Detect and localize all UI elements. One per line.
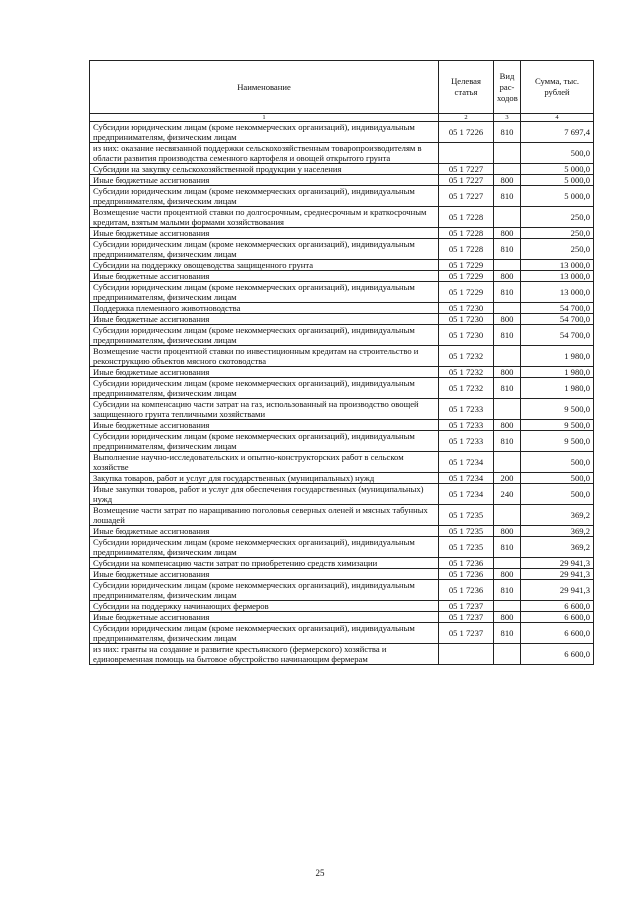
row-code-cell [439,143,494,164]
row-sum-cell: 9 500,0 [521,431,594,452]
row-sum-cell: 29 941,3 [521,569,594,580]
row-code-cell: 05 1 7227 [439,186,494,207]
table-row [90,239,594,260]
row-name-cell: Субсидии на компенсацию части затрат на газ, использованный на производство овощей защищенного грунта тепличными хозяйствами [90,399,439,420]
row-code-cell: 05 1 7232 [439,367,494,378]
row-code-cell: 05 1 7228 [439,228,494,239]
row-sum-cell: 54 700,0 [521,325,594,346]
row-code-cell: 05 1 7229 [439,260,494,271]
table-row [90,420,594,431]
table-row [90,260,594,271]
column-number: 4 [521,114,594,122]
row-vid-cell [494,644,521,665]
row-name-cell: Иные бюджетные ассигнования [90,612,439,623]
row-name-cell: Закупка товаров, работ и услуг для государственных (муниципальных) нужд [90,473,439,484]
row-name-cell: Иные бюджетные ассигнования [90,314,439,325]
table-row [90,122,594,143]
table-row [90,558,594,569]
row-vid-cell: 800 [494,271,521,282]
row-name-cell: Возмещение части процентной ставки по долгосрочным, среднесрочным и краткосрочным кредитам, взятым малыми формами хозяйствования [90,207,439,228]
row-code-cell: 05 1 7233 [439,431,494,452]
row-vid-cell: 810 [494,239,521,260]
row-vid-cell [494,164,521,175]
row-name-cell: Субсидии юридическим лицам (кроме некоммерческих организаций), индивидуальным предпринимателям, физическим лицам [90,623,439,644]
row-name-cell: Иные бюджетные ассигнования [90,569,439,580]
row-sum-cell: 369,2 [521,526,594,537]
row-sum-cell: 9 500,0 [521,399,594,420]
row-sum-cell: 369,2 [521,505,594,526]
table-row [90,314,594,325]
row-code-cell: 05 1 7236 [439,580,494,601]
row-name-cell: Возмещение части затрат по наращиванию поголовья северных оленей и мясных табунных лошадей [90,505,439,526]
row-sum-cell: 6 600,0 [521,623,594,644]
row-sum-cell: 1 980,0 [521,346,594,367]
table-row [90,271,594,282]
row-sum-cell: 29 941,3 [521,580,594,601]
row-vid-cell: 800 [494,314,521,325]
row-name-cell: из них: гранты на создание и развитие крестьянского (фермерского) хозяйства и единовременная помощь на бытовое обустройство начинающим фермерам [90,644,439,665]
table-row [90,580,594,601]
table-row [90,569,594,580]
row-sum-cell: 13 000,0 [521,260,594,271]
row-sum-cell: 6 600,0 [521,601,594,612]
row-vid-cell: 810 [494,282,521,303]
row-sum-cell: 1 980,0 [521,378,594,399]
row-vid-cell [494,505,521,526]
row-name-cell: из них: оказание несвязанной поддержки сельскохозяйственным товаропроизводителям в области развития производства семенного картофеля и овощей открытого грунта [90,143,439,164]
row-vid-cell: 800 [494,175,521,186]
row-vid-cell [494,399,521,420]
row-name-cell: Иные бюджетные ассигнования [90,228,439,239]
row-vid-cell [494,558,521,569]
table-row [90,282,594,303]
row-vid-cell: 810 [494,325,521,346]
table-body [90,122,594,665]
row-code-cell: 05 1 7234 [439,484,494,505]
header-row [90,61,594,114]
row-name-cell: Иные бюджетные ассигнования [90,420,439,431]
table-row [90,207,594,228]
table-row [90,186,594,207]
row-code-cell: 05 1 7230 [439,314,494,325]
table-row [90,164,594,175]
row-name-cell: Иные бюджетные ассигнования [90,526,439,537]
row-sum-cell: 13 000,0 [521,282,594,303]
table-row [90,644,594,665]
table-row [90,367,594,378]
table-row [90,431,594,452]
row-sum-cell: 5 000,0 [521,164,594,175]
row-code-cell: 05 1 7237 [439,612,494,623]
row-code-cell: 05 1 7235 [439,526,494,537]
row-vid-cell: 810 [494,186,521,207]
row-vid-cell: 200 [494,473,521,484]
row-name-cell: Субсидии на поддержку начинающих фермеров [90,601,439,612]
row-sum-cell: 1 980,0 [521,367,594,378]
row-code-cell: 05 1 7232 [439,378,494,399]
row-vid-cell [494,303,521,314]
table-row [90,228,594,239]
row-name-cell: Субсидии юридическим лицам (кроме некоммерческих организаций), индивидуальным предпринимателям, физическим лицам [90,537,439,558]
row-name-cell: Возмещение части процентной ставки по инвестиционным кредитам на строительство и реконструкцию объектов мясного скотоводства [90,346,439,367]
row-name-cell: Субсидии юридическим лицам (кроме некоммерческих организаций), индивидуальным предпринимателям, физическим лицам [90,378,439,399]
row-sum-cell: 13 000,0 [521,271,594,282]
row-code-cell: 05 1 7237 [439,623,494,644]
row-name-cell: Субсидии юридическим лицам (кроме некоммерческих организаций), индивидуальным предпринимателям, физическим лицам [90,282,439,303]
row-sum-cell: 9 500,0 [521,420,594,431]
row-sum-cell: 250,0 [521,239,594,260]
row-name-cell: Субсидии на закупку сельскохозяйственной продукции у населения [90,164,439,175]
row-vid-cell: 800 [494,569,521,580]
table-row [90,378,594,399]
table-row [90,537,594,558]
table-row [90,303,594,314]
row-sum-cell: 500,0 [521,484,594,505]
row-sum-cell: 500,0 [521,473,594,484]
row-sum-cell: 250,0 [521,207,594,228]
row-name-cell: Выполнение научно-исследовательских и опытно-конструкторских работ в сельском хозяйстве [90,452,439,473]
table-row [90,601,594,612]
row-code-cell: 05 1 7227 [439,164,494,175]
row-code-cell: 05 1 7235 [439,537,494,558]
row-sum-cell: 29 941,3 [521,558,594,569]
table-row [90,399,594,420]
row-code-cell: 05 1 7229 [439,271,494,282]
row-sum-cell: 5 000,0 [521,186,594,207]
row-code-cell: 05 1 7233 [439,399,494,420]
row-sum-cell: 500,0 [521,143,594,164]
row-name-cell: Субсидии юридическим лицам (кроме некоммерческих организаций), индивидуальным предпринимателям, физическим лицам [90,580,439,601]
budget-table [89,60,594,665]
row-vid-cell: 810 [494,580,521,601]
row-name-cell: Субсидии юридическим лицам (кроме некоммерческих организаций), индивидуальным предпринимателям, физическим лицам [90,325,439,346]
row-vid-cell [494,346,521,367]
column-number: 3 [494,114,521,122]
row-sum-cell: 7 697,4 [521,122,594,143]
row-sum-cell: 369,2 [521,537,594,558]
row-name-cell: Субсидии юридическим лицам (кроме некоммерческих организаций), индивидуальным предпринимателям, физическим лицам [90,431,439,452]
column-number: 1 [90,114,439,122]
row-code-cell: 05 1 7230 [439,325,494,346]
row-name-cell: Субсидии юридическим лицам (кроме некоммерческих организаций), индивидуальным предпринимателям, физическим лицам [90,122,439,143]
row-vid-cell [494,601,521,612]
row-vid-cell: 800 [494,420,521,431]
row-code-cell: 05 1 7236 [439,558,494,569]
row-vid-cell: 800 [494,228,521,239]
table-row [90,473,594,484]
row-code-cell: 05 1 7235 [439,505,494,526]
row-vid-cell: 240 [494,484,521,505]
column-number: 2 [439,114,494,122]
row-code-cell: 05 1 7230 [439,303,494,314]
row-name-cell: Иные бюджетные ассигнования [90,271,439,282]
row-name-cell: Субсидии на компенсацию части затрат по приобретению средств химизации [90,558,439,569]
row-vid-cell [494,207,521,228]
table-row [90,526,594,537]
row-code-cell: 05 1 7229 [439,282,494,303]
row-sum-cell: 250,0 [521,228,594,239]
table-row [90,452,594,473]
table-row [90,143,594,164]
row-vid-cell: 810 [494,623,521,644]
row-vid-cell: 810 [494,378,521,399]
row-vid-cell: 800 [494,526,521,537]
table-row [90,175,594,186]
row-code-cell: 05 1 7226 [439,122,494,143]
table-row [90,346,594,367]
row-sum-cell: 54 700,0 [521,303,594,314]
table-row [90,325,594,346]
table-row [90,612,594,623]
row-code-cell: 05 1 7227 [439,175,494,186]
table-row [90,505,594,526]
row-name-cell: Иные закупки товаров, работ и услуг для обеспечения государственных (муниципальных) нужд [90,484,439,505]
row-sum-cell: 500,0 [521,452,594,473]
row-code-cell: 05 1 7237 [439,601,494,612]
row-code-cell: 05 1 7234 [439,452,494,473]
row-name-cell: Субсидии юридическим лицам (кроме некоммерческих организаций), индивидуальным предпринимателям, физическим лицам [90,186,439,207]
column-number-row [90,114,594,122]
row-code-cell [439,644,494,665]
row-code-cell: 05 1 7228 [439,207,494,228]
row-name-cell: Субсидии юридическим лицам (кроме некоммерческих организаций), индивидуальным предпринимателям, физическим лицам [90,239,439,260]
row-name-cell: Иные бюджетные ассигнования [90,367,439,378]
row-sum-cell: 5 000,0 [521,175,594,186]
row-code-cell: 05 1 7232 [439,346,494,367]
row-sum-cell: 54 700,0 [521,314,594,325]
row-sum-cell: 6 600,0 [521,644,594,665]
page-number: 25 [315,868,325,878]
table-row [90,484,594,505]
row-vid-cell: 800 [494,612,521,623]
row-code-cell: 05 1 7234 [439,473,494,484]
table-row [90,623,594,644]
row-name-cell: Субсидии на поддержку овощеводства защищенного грунта [90,260,439,271]
row-vid-cell: 800 [494,367,521,378]
row-code-cell: 05 1 7228 [439,239,494,260]
header-sum: Сумма, тыс. рублей [521,61,594,114]
row-vid-cell [494,143,521,164]
row-vid-cell [494,260,521,271]
row-vid-cell: 810 [494,537,521,558]
header-code: Целевая статья [439,61,494,114]
row-vid-cell: 810 [494,431,521,452]
header-vid: Вид рас-ходов [494,61,521,114]
row-code-cell: 05 1 7236 [439,569,494,580]
header-name: Наименование [90,61,439,114]
row-vid-cell [494,452,521,473]
row-vid-cell: 810 [494,122,521,143]
row-code-cell: 05 1 7233 [439,420,494,431]
row-sum-cell: 6 600,0 [521,612,594,623]
row-name-cell: Поддержка племенного животноводства [90,303,439,314]
row-name-cell: Иные бюджетные ассигнования [90,175,439,186]
